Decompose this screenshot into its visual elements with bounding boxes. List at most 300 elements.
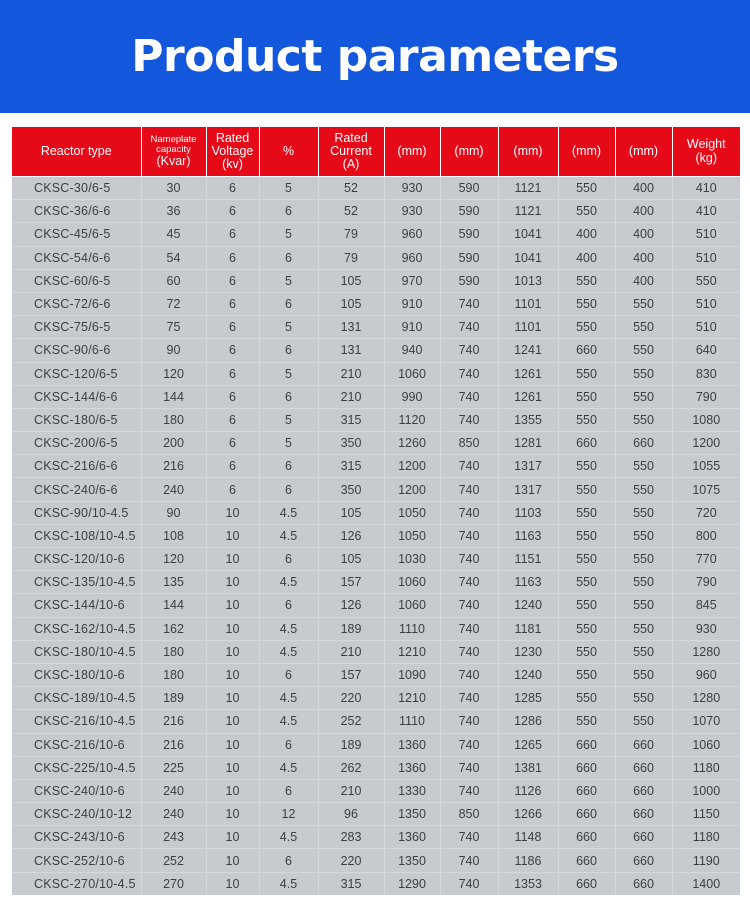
cell-dim_d: 550 [558, 663, 615, 686]
cell-dim_b: 740 [440, 733, 498, 756]
cell-dim_b: 740 [440, 872, 498, 895]
cell-voltage: 6 [206, 339, 259, 362]
cell-reactor-type: CKSC-216/10-4.5 [12, 710, 141, 733]
cell-current: 105 [318, 269, 384, 292]
column-header-line: (kv) [222, 157, 243, 172]
cell-weight: 1280 [672, 687, 740, 710]
cell-capacity: 243 [141, 826, 206, 849]
cell-dim_c: 1013 [498, 269, 558, 292]
cell-dim_e: 400 [615, 223, 672, 246]
cell-percent: 6 [259, 849, 318, 872]
cell-dim_a: 1350 [384, 849, 440, 872]
cell-capacity: 144 [141, 594, 206, 617]
column-header-line: % [282, 143, 295, 158]
column-header-line: Voltage [211, 143, 254, 158]
column-header-line: (mm) [628, 143, 659, 158]
cell-dim_b: 590 [440, 246, 498, 269]
column-header-dim_e [615, 127, 672, 177]
cell-dim_c: 1261 [498, 362, 558, 385]
cell-reactor-type: CKSC-30/6-5 [12, 177, 141, 200]
cell-weight: 510 [672, 223, 740, 246]
cell-current: 315 [318, 408, 384, 431]
cell-weight: 1000 [672, 779, 740, 802]
cell-current: 131 [318, 339, 384, 362]
cell-dim_a: 960 [384, 223, 440, 246]
cell-voltage: 6 [206, 223, 259, 246]
cell-voltage: 10 [206, 872, 259, 895]
column-header-line: Weight [686, 137, 726, 152]
cell-dim_d: 660 [558, 339, 615, 362]
cell-voltage: 10 [206, 733, 259, 756]
cell-dim_c: 1285 [498, 687, 558, 710]
cell-dim_a: 1060 [384, 362, 440, 385]
cell-dim_a: 1090 [384, 663, 440, 686]
cell-dim_d: 550 [558, 316, 615, 339]
cell-dim_c: 1230 [498, 640, 558, 663]
cell-capacity: 189 [141, 687, 206, 710]
cell-dim_a: 1200 [384, 478, 440, 501]
cell-capacity: 90 [141, 339, 206, 362]
cell-voltage: 6 [206, 408, 259, 431]
cell-voltage: 10 [206, 571, 259, 594]
cell-dim_e: 660 [615, 803, 672, 826]
cell-reactor-type: CKSC-216/6-6 [12, 455, 141, 478]
cell-dim_d: 660 [558, 432, 615, 455]
cell-percent: 6 [259, 455, 318, 478]
cell-capacity: 144 [141, 385, 206, 408]
cell-dim_a: 1110 [384, 617, 440, 640]
column-header-line: Current [330, 143, 372, 158]
column-header-dim_d [558, 127, 615, 177]
column-header-line: Rated [215, 130, 250, 145]
cell-percent: 5 [259, 269, 318, 292]
cell-percent: 6 [259, 594, 318, 617]
cell-weight: 790 [672, 571, 740, 594]
cell-dim_b: 740 [440, 408, 498, 431]
cell-reactor-type: CKSC-54/6-6 [12, 246, 141, 269]
cell-reactor-type: CKSC-90/6-6 [12, 339, 141, 362]
cell-dim_e: 550 [615, 687, 672, 710]
cell-percent: 6 [259, 779, 318, 802]
cell-dim_b: 590 [440, 269, 498, 292]
cell-reactor-type: CKSC-240/10-6 [12, 779, 141, 802]
cell-dim_a: 960 [384, 246, 440, 269]
cell-dim_a: 990 [384, 385, 440, 408]
cell-dim_d: 660 [558, 826, 615, 849]
table-row [12, 710, 740, 733]
cell-voltage: 6 [206, 362, 259, 385]
column-header-subline: Nameplate [150, 133, 197, 145]
parameters-table [12, 127, 740, 895]
cell-dim_b: 740 [440, 640, 498, 663]
cell-dim_b: 740 [440, 316, 498, 339]
cell-dim_b: 740 [440, 849, 498, 872]
cell-current: 210 [318, 385, 384, 408]
cell-dim_e: 660 [615, 826, 672, 849]
cell-weight: 790 [672, 385, 740, 408]
table-row [12, 501, 740, 524]
cell-reactor-type: CKSC-252/10-6 [12, 849, 141, 872]
column-header-line: Rated [334, 130, 368, 145]
table-row [12, 826, 740, 849]
cell-voltage: 10 [206, 617, 259, 640]
table-row [12, 524, 740, 547]
cell-current: 252 [318, 710, 384, 733]
cell-current: 210 [318, 779, 384, 802]
cell-dim_c: 1241 [498, 339, 558, 362]
cell-dim_c: 1317 [498, 455, 558, 478]
cell-dim_b: 850 [440, 432, 498, 455]
column-header-line: (A) [342, 157, 360, 172]
cell-dim_a: 1200 [384, 455, 440, 478]
cell-dim_d: 550 [558, 571, 615, 594]
table-row [12, 246, 740, 269]
cell-dim_e: 660 [615, 432, 672, 455]
cell-weight: 1075 [672, 478, 740, 501]
cell-dim_c: 1181 [498, 617, 558, 640]
column-header-line: (mm) [513, 143, 543, 158]
cell-dim_b: 740 [440, 501, 498, 524]
cell-dim_b: 740 [440, 571, 498, 594]
cell-dim_b: 740 [440, 594, 498, 617]
cell-current: 105 [318, 292, 384, 315]
column-header-type [12, 127, 141, 177]
column-header-line: (Kvar) [156, 153, 191, 168]
cell-reactor-type: CKSC-180/10-4.5 [12, 640, 141, 663]
cell-dim_b: 740 [440, 455, 498, 478]
cell-dim_d: 660 [558, 756, 615, 779]
cell-dim_d: 550 [558, 269, 615, 292]
cell-voltage: 10 [206, 594, 259, 617]
cell-dim_a: 910 [384, 316, 440, 339]
column-header-capacity [141, 127, 206, 177]
cell-weight: 1180 [672, 826, 740, 849]
table-body [12, 177, 740, 895]
cell-dim_c: 1186 [498, 849, 558, 872]
cell-capacity: 75 [141, 316, 206, 339]
cell-dim_d: 550 [558, 478, 615, 501]
table-row [12, 594, 740, 617]
page-banner [0, 0, 750, 113]
cell-dim_a: 910 [384, 292, 440, 315]
cell-dim_a: 1050 [384, 524, 440, 547]
cell-dim_e: 550 [615, 292, 672, 315]
table-row [12, 223, 740, 246]
cell-dim_d: 660 [558, 872, 615, 895]
cell-reactor-type: CKSC-144/6-6 [12, 385, 141, 408]
cell-voltage: 10 [206, 849, 259, 872]
cell-reactor-type: CKSC-120/6-5 [12, 362, 141, 385]
cell-reactor-type: CKSC-60/6-5 [12, 269, 141, 292]
cell-dim_a: 1330 [384, 779, 440, 802]
cell-current: 262 [318, 756, 384, 779]
table-row [12, 733, 740, 756]
cell-dim_b: 740 [440, 362, 498, 385]
cell-dim_d: 550 [558, 385, 615, 408]
cell-current: 96 [318, 803, 384, 826]
cell-percent: 4.5 [259, 640, 318, 663]
cell-capacity: 45 [141, 223, 206, 246]
cell-reactor-type: CKSC-180/6-5 [12, 408, 141, 431]
cell-percent: 6 [259, 733, 318, 756]
cell-dim_d: 660 [558, 733, 615, 756]
cell-reactor-type: CKSC-120/10-6 [12, 548, 141, 571]
cell-dim_a: 1210 [384, 687, 440, 710]
cell-dim_a: 1110 [384, 710, 440, 733]
cell-dim_d: 660 [558, 779, 615, 802]
column-header-percent [259, 127, 318, 177]
cell-dim_c: 1353 [498, 872, 558, 895]
cell-voltage: 6 [206, 269, 259, 292]
cell-capacity: 180 [141, 408, 206, 431]
cell-percent: 4.5 [259, 756, 318, 779]
cell-weight: 510 [672, 316, 740, 339]
cell-weight: 1180 [672, 756, 740, 779]
cell-dim_b: 740 [440, 478, 498, 501]
cell-dim_d: 400 [558, 246, 615, 269]
cell-voltage: 10 [206, 779, 259, 802]
table-row [12, 687, 740, 710]
cell-weight: 930 [672, 617, 740, 640]
cell-dim_e: 550 [615, 617, 672, 640]
cell-capacity: 225 [141, 756, 206, 779]
cell-dim_c: 1103 [498, 501, 558, 524]
table-row [12, 385, 740, 408]
cell-dim_e: 550 [615, 316, 672, 339]
cell-dim_d: 550 [558, 617, 615, 640]
cell-weight: 1070 [672, 710, 740, 733]
table-row [12, 803, 740, 826]
table-row [12, 408, 740, 431]
cell-dim_a: 1360 [384, 733, 440, 756]
cell-percent: 6 [259, 339, 318, 362]
cell-dim_c: 1148 [498, 826, 558, 849]
column-header-subline: capacity [156, 143, 191, 155]
cell-reactor-type: CKSC-36/6-6 [12, 200, 141, 223]
cell-dim_e: 550 [615, 455, 672, 478]
cell-voltage: 6 [206, 177, 259, 200]
column-header-current [318, 127, 384, 177]
cell-capacity: 216 [141, 710, 206, 733]
cell-percent: 4.5 [259, 687, 318, 710]
cell-capacity: 252 [141, 849, 206, 872]
cell-voltage: 6 [206, 432, 259, 455]
cell-dim_b: 740 [440, 779, 498, 802]
table-row [12, 849, 740, 872]
cell-dim_e: 550 [615, 548, 672, 571]
table-row [12, 455, 740, 478]
cell-dim_d: 660 [558, 803, 615, 826]
cell-voltage: 6 [206, 455, 259, 478]
cell-dim_b: 740 [440, 756, 498, 779]
cell-dim_c: 1121 [498, 177, 558, 200]
cell-voltage: 6 [206, 316, 259, 339]
cell-voltage: 6 [206, 200, 259, 223]
cell-percent: 5 [259, 316, 318, 339]
cell-dim_e: 400 [615, 200, 672, 223]
cell-dim_d: 550 [558, 687, 615, 710]
cell-percent: 4.5 [259, 571, 318, 594]
cell-dim_d: 550 [558, 408, 615, 431]
cell-dim_c: 1266 [498, 803, 558, 826]
cell-dim_b: 740 [440, 663, 498, 686]
table-row [12, 362, 740, 385]
cell-dim_a: 1120 [384, 408, 440, 431]
table-row [12, 779, 740, 802]
cell-current: 315 [318, 872, 384, 895]
cell-dim_a: 1060 [384, 571, 440, 594]
cell-reactor-type: CKSC-135/10-4.5 [12, 571, 141, 594]
cell-dim_c: 1261 [498, 385, 558, 408]
cell-voltage: 10 [206, 826, 259, 849]
column-header-line: (kg) [695, 150, 718, 165]
cell-capacity: 108 [141, 524, 206, 547]
cell-dim_e: 550 [615, 710, 672, 733]
cell-reactor-type: CKSC-270/10-4.5 [12, 872, 141, 895]
cell-weight: 1060 [672, 733, 740, 756]
cell-weight: 800 [672, 524, 740, 547]
cell-weight: 510 [672, 292, 740, 315]
cell-capacity: 72 [141, 292, 206, 315]
cell-weight: 410 [672, 177, 740, 200]
cell-weight: 845 [672, 594, 740, 617]
cell-reactor-type: CKSC-108/10-4.5 [12, 524, 141, 547]
cell-weight: 1055 [672, 455, 740, 478]
cell-dim_e: 660 [615, 756, 672, 779]
cell-dim_e: 550 [615, 594, 672, 617]
cell-current: 157 [318, 571, 384, 594]
cell-current: 52 [318, 177, 384, 200]
cell-percent: 6 [259, 385, 318, 408]
cell-dim_c: 1041 [498, 223, 558, 246]
cell-dim_e: 550 [615, 478, 672, 501]
cell-dim_a: 1060 [384, 594, 440, 617]
cell-dim_d: 550 [558, 524, 615, 547]
cell-capacity: 120 [141, 548, 206, 571]
cell-voltage: 6 [206, 292, 259, 315]
cell-percent: 5 [259, 223, 318, 246]
cell-dim_c: 1151 [498, 548, 558, 571]
cell-dim_b: 590 [440, 200, 498, 223]
cell-reactor-type: CKSC-180/10-6 [12, 663, 141, 686]
cell-current: 105 [318, 501, 384, 524]
cell-percent: 6 [259, 200, 318, 223]
table-row [12, 617, 740, 640]
table-row [12, 177, 740, 200]
page-title: Product parameters [131, 30, 619, 82]
cell-dim_c: 1126 [498, 779, 558, 802]
cell-percent: 4.5 [259, 617, 318, 640]
cell-dim_a: 1290 [384, 872, 440, 895]
cell-dim_d: 660 [558, 849, 615, 872]
cell-dim_e: 550 [615, 663, 672, 686]
cell-dim_c: 1163 [498, 571, 558, 594]
cell-dim_e: 400 [615, 246, 672, 269]
cell-voltage: 6 [206, 478, 259, 501]
table-row [12, 316, 740, 339]
cell-capacity: 120 [141, 362, 206, 385]
cell-current: 105 [318, 548, 384, 571]
cell-weight: 960 [672, 663, 740, 686]
cell-dim_d: 550 [558, 548, 615, 571]
cell-weight: 1190 [672, 849, 740, 872]
column-header-dim_a [384, 127, 440, 177]
cell-dim_e: 550 [615, 339, 672, 362]
cell-capacity: 36 [141, 200, 206, 223]
cell-dim_a: 930 [384, 177, 440, 200]
cell-current: 52 [318, 200, 384, 223]
cell-percent: 6 [259, 548, 318, 571]
cell-dim_b: 740 [440, 617, 498, 640]
cell-current: 220 [318, 849, 384, 872]
cell-reactor-type: CKSC-216/10-6 [12, 733, 141, 756]
cell-dim_a: 940 [384, 339, 440, 362]
table-row [12, 571, 740, 594]
table-row [12, 872, 740, 895]
cell-reactor-type: CKSC-90/10-4.5 [12, 501, 141, 524]
cell-capacity: 90 [141, 501, 206, 524]
cell-dim_c: 1240 [498, 663, 558, 686]
cell-weight: 1280 [672, 640, 740, 663]
cell-percent: 6 [259, 663, 318, 686]
cell-voltage: 10 [206, 687, 259, 710]
column-header-dim_c [498, 127, 558, 177]
cell-dim_c: 1121 [498, 200, 558, 223]
cell-current: 131 [318, 316, 384, 339]
cell-dim_c: 1281 [498, 432, 558, 455]
cell-percent: 4.5 [259, 524, 318, 547]
table-row [12, 269, 740, 292]
cell-voltage: 10 [206, 524, 259, 547]
cell-dim_c: 1101 [498, 316, 558, 339]
cell-percent: 4.5 [259, 501, 318, 524]
cell-weight: 770 [672, 548, 740, 571]
cell-reactor-type: CKSC-189/10-4.5 [12, 687, 141, 710]
cell-voltage: 6 [206, 385, 259, 408]
cell-voltage: 10 [206, 803, 259, 826]
cell-dim_b: 740 [440, 710, 498, 733]
cell-current: 79 [318, 246, 384, 269]
cell-dim_b: 740 [440, 292, 498, 315]
cell-dim_c: 1381 [498, 756, 558, 779]
table-row [12, 339, 740, 362]
table-row [12, 548, 740, 571]
parameters-table-container [12, 127, 740, 895]
cell-current: 210 [318, 362, 384, 385]
cell-dim_b: 740 [440, 385, 498, 408]
cell-dim_d: 550 [558, 455, 615, 478]
cell-reactor-type: CKSC-144/10-6 [12, 594, 141, 617]
table-row [12, 432, 740, 455]
cell-dim_c: 1265 [498, 733, 558, 756]
cell-reactor-type: CKSC-200/6-5 [12, 432, 141, 455]
cell-dim_d: 550 [558, 200, 615, 223]
cell-dim_b: 850 [440, 803, 498, 826]
cell-dim_c: 1240 [498, 594, 558, 617]
cell-capacity: 240 [141, 803, 206, 826]
cell-current: 189 [318, 617, 384, 640]
cell-weight: 1080 [672, 408, 740, 431]
cell-dim_b: 590 [440, 177, 498, 200]
table-row [12, 478, 740, 501]
column-header-line: (mm) [454, 143, 484, 158]
cell-dim_e: 550 [615, 408, 672, 431]
table-header-row [12, 127, 740, 177]
cell-dim_d: 550 [558, 177, 615, 200]
cell-percent: 12 [259, 803, 318, 826]
cell-dim_e: 550 [615, 501, 672, 524]
table-row [12, 663, 740, 686]
